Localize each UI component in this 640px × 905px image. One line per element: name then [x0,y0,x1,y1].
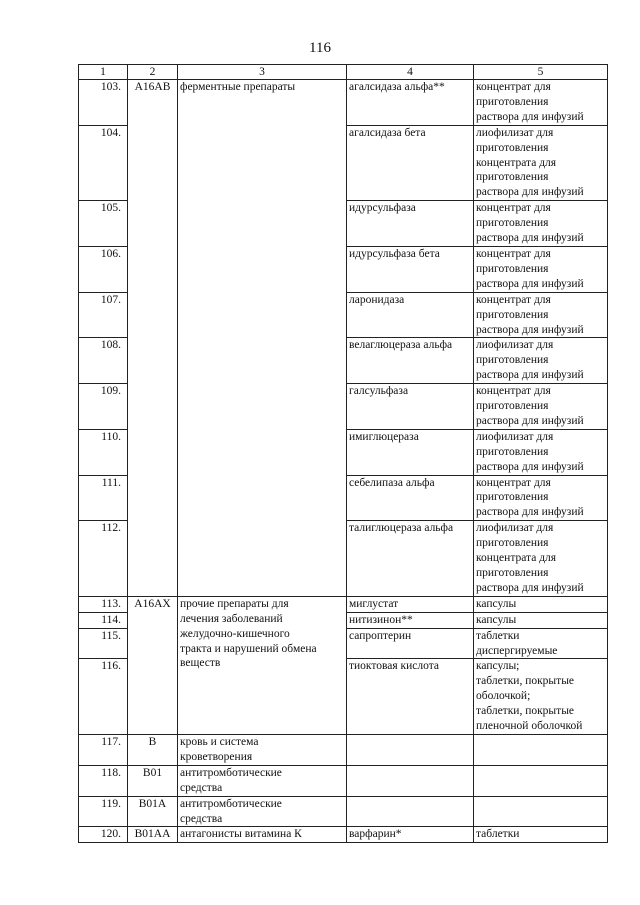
group-name: ферментные препараты [178,80,347,597]
table-row [79,827,608,843]
row-number: 118. [79,765,128,796]
dosage-form: лиофилизат для приготовления концентрата для приготовления раствора для инфузий [474,521,608,597]
dosage-form: капсулы [474,596,608,612]
drug-name: идурсульфаза бета [347,246,474,292]
header-cell: 3 [178,65,347,80]
header-cell: 4 [347,65,474,80]
row-number: 114. [79,612,128,628]
row-number: 113. [79,596,128,612]
dosage-form [474,765,608,796]
drug-name: сапроптерин [347,628,474,659]
atc-code: B01A [128,796,178,827]
dosage-form [474,796,608,827]
drug-name: агалсидаза альфа** [347,80,474,126]
medicines-table [78,64,608,843]
row-number: 111. [79,475,128,521]
drug-name: ларонидаза [347,292,474,338]
page-number: 116 [309,40,331,56]
row-number: 112. [79,521,128,597]
row-number: 108. [79,338,128,384]
drug-name: имиглюцераза [347,429,474,475]
row-number: 115. [79,628,128,659]
group-name: антитромботические средства [178,765,347,796]
row-number: 104. [79,125,128,201]
table-row [79,765,608,796]
drug-name [347,796,474,827]
row-number: 109. [79,384,128,430]
drug-name: галсульфаза [347,384,474,430]
row-number: 105. [79,201,128,247]
drug-name: себелипаза альфа [347,475,474,521]
drug-name: миглустат [347,596,474,612]
row-number: 106. [79,246,128,292]
dosage-form: концентрат для приготовления раствора для инфузий [474,384,608,430]
table-row [79,80,608,126]
dosage-form: таблетки [474,827,608,843]
drug-name: тиоктовая кислота [347,659,474,735]
drug-name [347,765,474,796]
atc-code: B [128,734,178,765]
atc-code: A16AB [128,80,178,597]
drug-name: талиглюцераза альфа [347,521,474,597]
dosage-form [474,734,608,765]
dosage-form: концентрат для приготовления раствора для инфузий [474,201,608,247]
dosage-form: концентрат для приготовления раствора для инфузий [474,292,608,338]
header-cell: 2 [128,65,178,80]
table-row [79,734,608,765]
group-name: кровь и система кроветворения [178,734,347,765]
atc-code: A16AX [128,596,178,734]
row-number: 103. [79,80,128,126]
dosage-form: таблетки диспергируемые [474,628,608,659]
drug-name: велаглюцераза альфа [347,338,474,384]
header-cell: 1 [79,65,128,80]
table-row [79,796,608,827]
dosage-form: концентрат для приготовления раствора для инфузий [474,80,608,126]
row-number: 110. [79,429,128,475]
dosage-form: капсулы; таблетки, покрытые оболочкой; таблетки, покрытые пленочной оболочкой [474,659,608,735]
group-name: антагонисты витамина К [178,827,347,843]
group-name: прочие препараты для лечения заболеваний желудочно-кишечного тракта и нарушений обмена веществ [178,596,347,734]
atc-code: B01 [128,765,178,796]
row-number: 119. [79,796,128,827]
drug-name: нитизинон** [347,612,474,628]
dosage-form: концентрат для приготовления раствора для инфузий [474,246,608,292]
header-cell: 5 [474,65,608,80]
drug-name: варфарин* [347,827,474,843]
drug-name [347,734,474,765]
drug-name: агалсидаза бета [347,125,474,201]
row-number: 120. [79,827,128,843]
dosage-form: лиофилизат для приготовления раствора для инфузий [474,429,608,475]
dosage-form: капсулы [474,612,608,628]
dosage-form: лиофилизат для приготовления раствора для инфузий [474,338,608,384]
group-name: антитромботические средства [178,796,347,827]
table-row [79,596,608,612]
atc-code: B01AA [128,827,178,843]
dosage-form: лиофилизат для приготовления концентрата для приготовления раствора для инфузий [474,125,608,201]
table-header-row [79,65,608,80]
row-number: 107. [79,292,128,338]
row-number: 117. [79,734,128,765]
row-number: 116. [79,659,128,735]
drug-name: идурсульфаза [347,201,474,247]
dosage-form: концентрат для приготовления раствора для инфузий [474,475,608,521]
